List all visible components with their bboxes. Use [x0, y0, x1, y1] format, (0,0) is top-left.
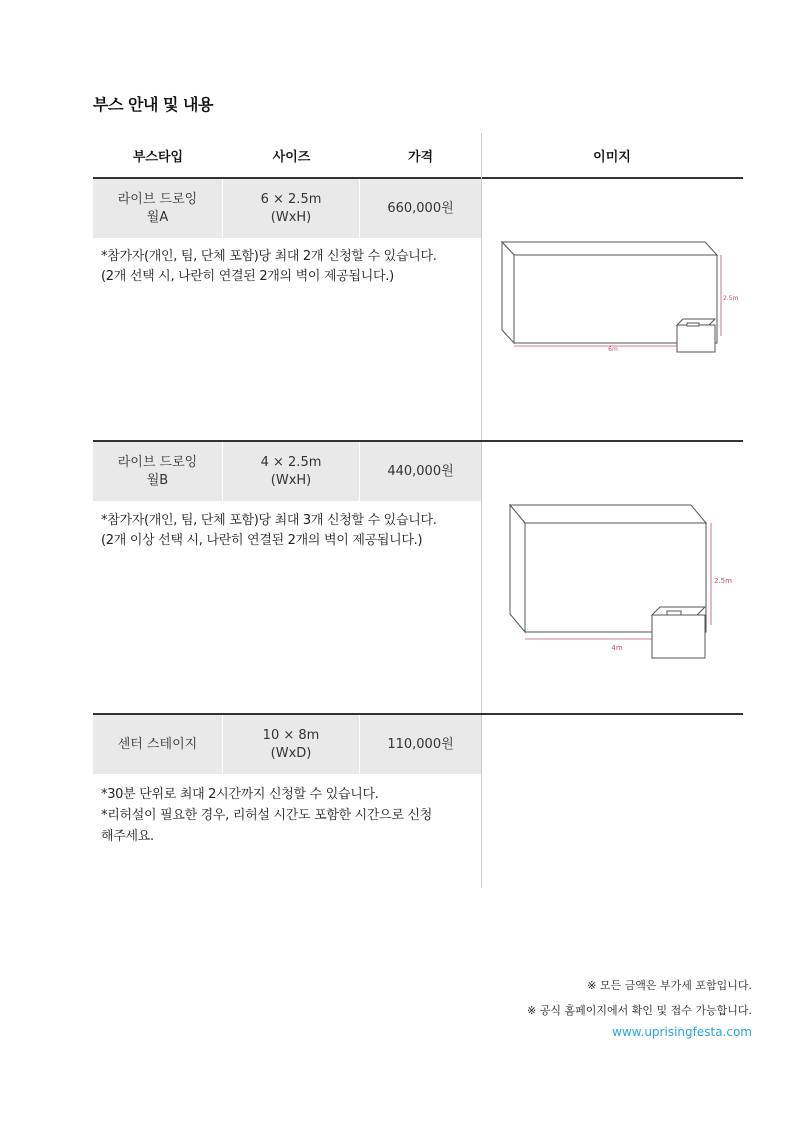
row1-price: 660,000원	[387, 200, 454, 216]
row3-price-cell	[360, 715, 481, 774]
column-divider	[481, 133, 482, 888]
row3-type-cell	[93, 715, 222, 774]
row2-notes	[101, 511, 476, 551]
booth-wall-b-image	[500, 495, 750, 665]
booth-wall-a-image	[495, 230, 745, 360]
row3-note-2: *리허설이 필요한 경우, 리허설 시간도 포함한 시간으로 신청	[101, 808, 433, 823]
row1-type-cell	[93, 179, 222, 238]
row2-size-cell	[223, 442, 359, 501]
row3-type-line1: 센터 스테이지	[117, 736, 198, 752]
row3-price: 110,000원	[387, 736, 454, 752]
row1-type-line1: 라이브 드로잉	[117, 191, 198, 207]
page-title: 부스 안내 및 내용	[93, 95, 213, 114]
row2-price: 440,000원	[387, 463, 454, 479]
header-booth-type: 부스타입	[132, 149, 184, 165]
header-size: 사이즈	[272, 149, 311, 165]
row3-size-cell	[223, 715, 359, 774]
wall-a-width-label: 6m	[608, 346, 618, 353]
row1-type-line2: 월A	[146, 209, 169, 225]
row2-type-cell	[93, 442, 222, 501]
row3-note-1: *30분 단위로 최대 2시간까지 신청할 수 있습니다.	[101, 787, 379, 802]
row2-size-line1: 4 × 2.5m	[260, 454, 322, 470]
row2-size-line2: (WxH)	[270, 472, 312, 488]
row1-size-line1: 6 × 2.5m	[260, 191, 322, 207]
row1-size-cell	[223, 179, 359, 238]
footer-vat-note: ※ 모든 금액은 부가세 포함입니다.	[587, 979, 752, 992]
row1-note-1: *참가자(개인, 팀, 단체 포함)당 최대 2개 신청할 수 있습니다.	[101, 249, 437, 264]
row3-size-line2: (WxD)	[270, 745, 312, 761]
footer-homepage-note: ※ 공식 홈페이지에서 확인 및 접수 가능합니다.	[527, 1004, 752, 1017]
row3-size-line1: 10 × 8m	[262, 727, 320, 743]
row2-note-1: *참가자(개인, 팀, 단체 포함)당 최대 3개 신청할 수 있습니다.	[101, 513, 437, 528]
row2-price-cell	[360, 442, 481, 501]
wall-b-height-label: 2.5m	[714, 577, 732, 585]
header-image: 이미지	[593, 149, 631, 165]
row3-note-3: 해주세요.	[101, 829, 154, 844]
row1-note-2: (2개 선택 시, 나란히 연결된 2개의 벽이 제공됩니다.)	[101, 269, 394, 284]
row1-price-cell	[360, 179, 481, 238]
header-price: 가격	[407, 149, 434, 165]
row2-type-line2: 월B	[146, 472, 169, 488]
row1-size-line2: (WxH)	[270, 209, 312, 225]
wall-a-height-label: 2.5m	[723, 295, 739, 302]
row2-type-line1: 라이브 드로잉	[117, 454, 198, 470]
wall-b-width-label: 4m	[611, 644, 623, 652]
row3-notes	[101, 784, 476, 847]
footer-url-link[interactable]: www.uprisingfesta.com	[612, 1025, 752, 1039]
row2-note-2: (2개 이상 선택 시, 나란히 연결된 2개의 벽이 제공됩니다.)	[101, 533, 423, 548]
row1-notes	[101, 247, 476, 287]
